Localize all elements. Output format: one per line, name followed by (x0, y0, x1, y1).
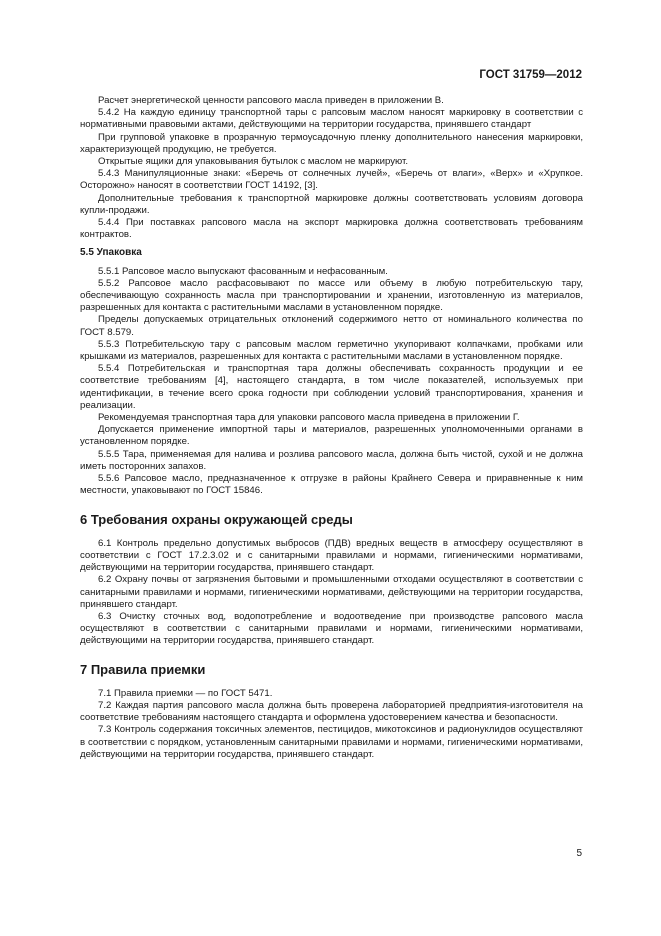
paragraph: 5.5.1 Рапсовое масло выпускают фасованным и нефасованным. (98, 265, 388, 277)
paragraph: Дополнительные требования к транспортной маркировке должны соответствовать условиям договора купли-продажи. (80, 192, 583, 216)
paragraph: 5.5.2 Рапсовое масло расфасовывают по массе или объему в любую потребительскую тару, обеспечивающую сохранность масла при транспортировании и хранении, изготовленную из материалов, разрешенных для контакта с растительными маслами в установленном порядке. (80, 277, 583, 314)
paragraph: 5.4.4 При поставках рапсового масла на экспорт маркировка должна соответствовать требованиям контрактов. (80, 217, 583, 241)
page-content (80, 95, 583, 761)
paragraph: Пределы допускаемых отрицательных отклонений содержимого нетто от номинального количества по ГОСТ 8.579. (80, 314, 583, 338)
paragraph: 7.1 Правила приемки — по ГОСТ 5471. (98, 687, 273, 699)
paragraph: 7.2 Каждая партия рапсового масла должна быть проверена лабораторией предприятия-изготовителя на соответствие требованиям настоящего стандарта и оформлена удостоверением качества и безопасности. (80, 699, 583, 724)
paragraph: 5.5.5 Тара, применяемая для налива и розлива рапсового масла, должна быть чистой, сухой и не должна иметь посторонних запахов. (80, 448, 583, 472)
paragraph: 5.5.3 Потребительскую тару с рапсовым маслом герметично укупоривают колпачками, пробками или крышками из материалов, разрешенных для контакта с растительными маслами в установленном порядке. (80, 338, 583, 363)
paragraph: 5.4.2 На каждую единицу транспортной тары с рапсовым маслом наносят маркировку в соответствии с нормативными правовыми актами, действующими на территории государства, принявшего стандарт (80, 107, 583, 131)
paragraph: 5.4.3 Манипуляционные знаки: «Беречь от солнечных лучей», «Беречь от влаги», «Верх» и «Хрупкое. Осторожно» наносят в соответствии ГОСТ 14192, [3]. (80, 168, 583, 192)
paragraph: 6.1 Контроль предельно допустимых выбросов (ПДВ) вредных веществ в атмосферу осуществляют в соответствии с ГОСТ 17.2.3.02 и с санитарными правилами и нормами, гигиеническими нормативами, действующими на территории государства, принявшего стандарт. (80, 537, 583, 574)
section-7-title: 7 Правила приемки (80, 661, 206, 677)
paragraph: Открытые ящики для упаковывания бутылок с маслом не маркируют. (98, 156, 408, 168)
paragraph: Расчет энергетической ценности рапсового масла приведен в приложении В. (98, 95, 444, 106)
paragraph: Рекомендуемая транспортная тара для упаковки рапсового масла приведена в приложении Г. (98, 412, 520, 424)
page-number: 5 (576, 848, 582, 859)
paragraph: 6.2 Охрану почвы от загрязнения бытовыми и промышленными отходами осуществляют в соответствии с санитарными правилами и нормами, гигиеническими нормативами, действующими на территории государства, принявшего стандарт. (80, 574, 583, 610)
paragraph: При групповой упаковке в прозрачную термоусадочную пленку дополнительного нанесения маркировки, характеризующей продукцию, не требуется. (80, 131, 583, 155)
paragraph: 7.3 Контроль содержания токсичных элементов, пестицидов, микотоксинов и радионуклидов осуществляют в соответствии с порядком, установленным санитарными правилами и нормами, гигиеническими нормативами, действующими на территории государства, принявшего стандарт. (80, 724, 583, 760)
paragraph: Допускается применение импортной тары и материалов, разрешенных уполномоченными органами в установленном порядке. (80, 424, 583, 448)
section-6-title: 6 Требования охраны окружающей среды (80, 511, 353, 527)
document-code-header: ГОСТ 31759—2012 (479, 69, 582, 81)
section-5-5-title: 5.5 Упаковка (80, 247, 142, 259)
paragraph: 5.5.6 Рапсовое масло, предназначенное к отгрузке в районы Крайнего Севера и приравненные к ним местности, упаковывают по ГОСТ 15846. (80, 473, 583, 497)
paragraph: 6.3 Очистку сточных вод, водопотребление и водоотведение при производстве рапсового масла осуществляют в соответствии с санитарными правилами и нормами, гигиеническими нормативами, действующими на территории государства, принявшего стандарт. (80, 610, 583, 647)
paragraph: 5.5.4 Потребительская и транспортная тара должны обеспечивать сохранность продукции и ее соответствие требованиям [4], настоящего стандарта, в том числе показателей, используемых при идентификации, в течение всего срока годности при соблюдении условий транспортирования, хранения и реализации. (80, 363, 583, 411)
